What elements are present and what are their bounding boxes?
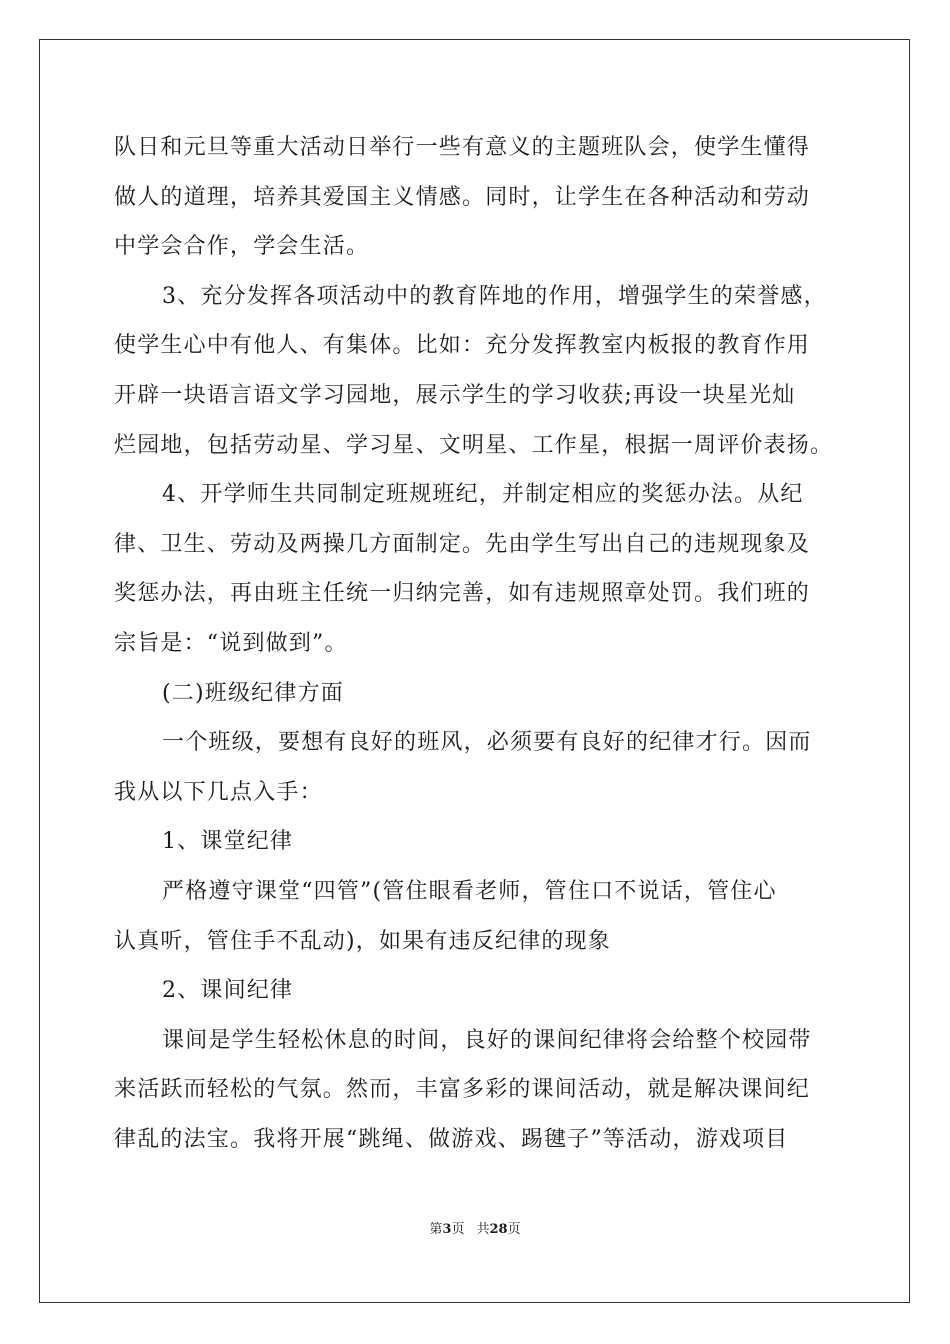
text-line-7: 烂园地，包括劳动星、学习星、文明星、工作星，根据一周评价表扬。	[114, 432, 834, 458]
text-line-3: 中学会合作，学会生活。	[114, 234, 370, 260]
total-prefix: 共	[476, 1222, 490, 1237]
text-line-19: 课间是学生轻松休息的时间，良好的课间纪律将会给整个校园带	[162, 1027, 812, 1053]
text-line-8: 4、开学师生共同制定班规班纪，并制定相应的奖惩办法。从纪	[162, 482, 804, 508]
subheading-classroom-discipline: 1、课堂纪律	[162, 829, 294, 855]
text-line-13: 一个班级，要想有良好的班风，必须要有良好的纪律才行。因而	[162, 730, 812, 756]
page-prefix: 第	[429, 1222, 443, 1237]
text-line-17: 认真听，管住手不乱动)，如果有违反纪律的现象	[114, 928, 611, 954]
section-heading-discipline: (二)班级纪律方面	[162, 680, 344, 706]
subheading-break-discipline: 2、课间纪律	[162, 978, 294, 1004]
text-line-16: 严格遵守课堂“四管”(管住眼看老师，管住口不说话，管住心	[162, 878, 777, 904]
total-pages: 28	[489, 1222, 508, 1237]
page-number: 3	[442, 1222, 452, 1237]
text-line-9: 律、卫生、劳动及两操几方面制定。先由学生写出自己的违规现象及	[114, 531, 811, 557]
text-line-5: 使学生心中有他人、有集体。比如：充分发挥教室内板报的教育作用	[114, 333, 811, 359]
text-line-6: 开辟一块语言语文学习园地，展示学生的学习收获;再设一块星光灿	[114, 382, 796, 408]
text-line-14: 我从以下几点入手：	[114, 779, 323, 805]
text-line-2: 做人的道理，培养其爱国主义情感。同时，让学生在各种活动和劳动	[114, 184, 811, 210]
document-body	[114, 123, 864, 1164]
page-suffix: 页	[451, 1222, 465, 1237]
text-line-1: 队日和元旦等重大活动日举行一些有意义的主题班队会，使学生懂得	[114, 135, 811, 160]
text-line-4: 3、充分发挥各项活动中的教育阵地的作用，增强学生的荣誉感，	[162, 283, 827, 309]
text-line-20: 来活跃而轻松的气氛。然而，丰富多彩的课间活动，就是解决课间纪	[114, 1077, 811, 1103]
total-suffix: 页	[507, 1222, 521, 1237]
text-line-10: 奖惩办法，再由班主任统一归纳完善，如有违规照章处罚。我们班的	[114, 581, 811, 607]
text-line-21: 律乱的法宝。我将开展“跳绳、做游戏、踢毽子”等活动，游戏项目	[114, 1126, 789, 1152]
page-footer	[0, 1218, 950, 1237]
text-line-11: 宗旨是：“说到做到”。	[114, 630, 348, 656]
